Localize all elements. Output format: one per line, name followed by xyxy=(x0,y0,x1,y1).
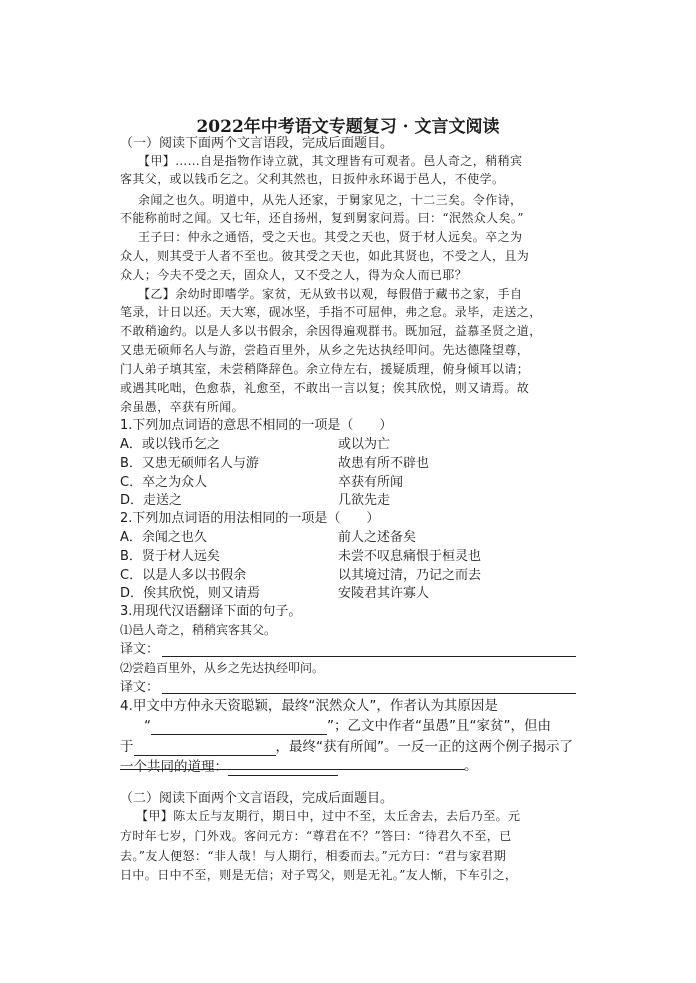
option-a: A．余闻之也久 xyxy=(120,530,207,545)
passage-line: 客其父，或以钱币乞之。父利其然也，日扳仲永环谒于邑人，不使学。 xyxy=(120,172,505,186)
section-heading: （一）阅读下面两个文言语段，完成后面题目。 xyxy=(120,136,394,151)
option-b: 安陵君其许寡人 xyxy=(338,586,430,601)
passage-line: 王子曰：仲永之通悟，受之天也。其受之天也，贤于材人远矣。卒之为 xyxy=(138,230,523,244)
question-stem: 2.下列加点词语的用法相同的一项是（ ） xyxy=(120,511,380,526)
option-b: 故患有所不辟也 xyxy=(338,456,430,471)
answer-line[interactable] xyxy=(162,692,576,694)
option-b: 卒获有所闻 xyxy=(338,475,404,490)
passage-line: 不能称前时之闻。又七年，还自扬州，复到舅家问焉。曰：“泯然众人矣。” xyxy=(120,211,524,225)
option-a: B．贤于材人远矣 xyxy=(120,549,220,564)
option-b: 前人之述备矣 xyxy=(338,530,417,545)
question-stem: 4.甲文中方仲永天资聪颖，最终“泯然众人”，作者认为其原因是 xyxy=(120,698,498,714)
option-a: C．以是人多以书假余 xyxy=(120,568,247,583)
passage-line: 又患无硕师名人与游，尝趋百里外，从乡之先达执经叩问。先达德隆望尊， xyxy=(120,343,530,357)
question-text: 于 xyxy=(120,739,134,755)
answer-label: 译文： xyxy=(120,680,160,695)
option-a: C．卒之为众人 xyxy=(120,475,208,490)
passage-line: 【甲】……自是指物作诗立就，其文理皆有可观者。邑人奇之，稍稍宾 xyxy=(138,154,523,168)
option-a: B．又患无硕师名人与游 xyxy=(120,456,259,471)
passage-line: 方时年七岁，门外戏。客问元方：“尊君在不？”答曰：“待君久不至，已 xyxy=(120,829,512,843)
option-a: D．走送之 xyxy=(120,493,183,508)
option-b: 未尝不叹息痛恨于桓灵也 xyxy=(338,549,482,564)
passage-line: 或遇其叱咄，色愈恭，礼愈至，不敢出一言以复；俟其欣悦，则又请焉。故 xyxy=(120,381,530,395)
option-a: D．俟其欣悦，则又请焉 xyxy=(120,586,261,601)
answer-label: 译文： xyxy=(120,642,160,657)
passage-line: 【甲】陈太丘与友期行，期日中，过中不至，太丘舍去，去后乃至。元 xyxy=(136,809,521,823)
section-heading: （二）阅读下面两个文言语段，完成后面题目。 xyxy=(120,791,394,806)
passage-line: 余虽愚，卒获有所闻。 xyxy=(120,400,245,414)
option-a: A．或以钱币乞之 xyxy=(120,437,220,452)
question-stem: 1.下列加点词语的意思不相同的一项是（ ） xyxy=(120,418,393,433)
passage-line: 众人，则其受于人者不至也。彼其受之天也，如此其贤也，不受之人，且为 xyxy=(120,249,530,263)
answer-line[interactable] xyxy=(120,768,465,770)
passage-line: 众人；今夫不受之天，固众人，又不受之人，得为众人而已耶？ xyxy=(120,268,468,282)
question-stem: 3.用现代汉语翻译下面的句子。 xyxy=(120,604,302,619)
option-b: 以其境过清，乃记之而去 xyxy=(338,568,482,583)
translate-sentence: ⑵尝趋百里外，从乡之先达执经叩问。 xyxy=(120,661,325,675)
passage-line: 【乙】余幼时即嗜学。家贫，无从致书以观，每假借于藏书之家，手自 xyxy=(138,287,523,301)
passage-line: 笔录，计日以还。天大寒，砚冰坚，手指不可屈伸，弗之怠。录毕，走送之， xyxy=(120,305,542,319)
answer-line[interactable] xyxy=(162,655,576,657)
translate-sentence: ⑴邑人奇之，稍稍宾客其父。 xyxy=(120,623,277,637)
passage-line: 不敢稍逾约。以是人多以书假余，余因得遍观群书。既加冠，益慕圣贤之道， xyxy=(120,324,542,338)
question-text: 一个共同的道理： xyxy=(120,759,228,775)
question-text: ，最终“获有所闻”。一反一正的这两个例子揭示了 xyxy=(275,739,573,755)
document-title: 2022年中考语文专题复习 · 文言文阅读 xyxy=(196,117,500,137)
passage-line: 门人弟子填其室，未尝稍降辞色。余立侍左右，援疑质理，俯身倾耳以请； xyxy=(120,362,530,376)
option-b: 几欲先走 xyxy=(338,493,391,508)
option-b: 或以为亡 xyxy=(338,437,391,452)
passage-line: 余闻之也久。明道中，从先人还家，于舅家见之，十二三矣。令作诗， xyxy=(138,193,523,207)
question-text: ”；乙文中作者“虽愚”且“家贫”，但由 xyxy=(327,718,551,734)
passage-line: 日中。日中不至，则是无信；对子骂父，则是无礼。”友人惭，下车引之， xyxy=(120,868,518,882)
answer-blank[interactable] xyxy=(151,720,327,735)
quote-mark: “ xyxy=(144,718,151,734)
answer-blank[interactable] xyxy=(134,741,276,756)
period: 。 xyxy=(464,758,478,774)
passage-line: 去。”友人便怒：“非人哉！与人期行，相委而去。”元方曰：“君与家君期 xyxy=(120,849,507,863)
